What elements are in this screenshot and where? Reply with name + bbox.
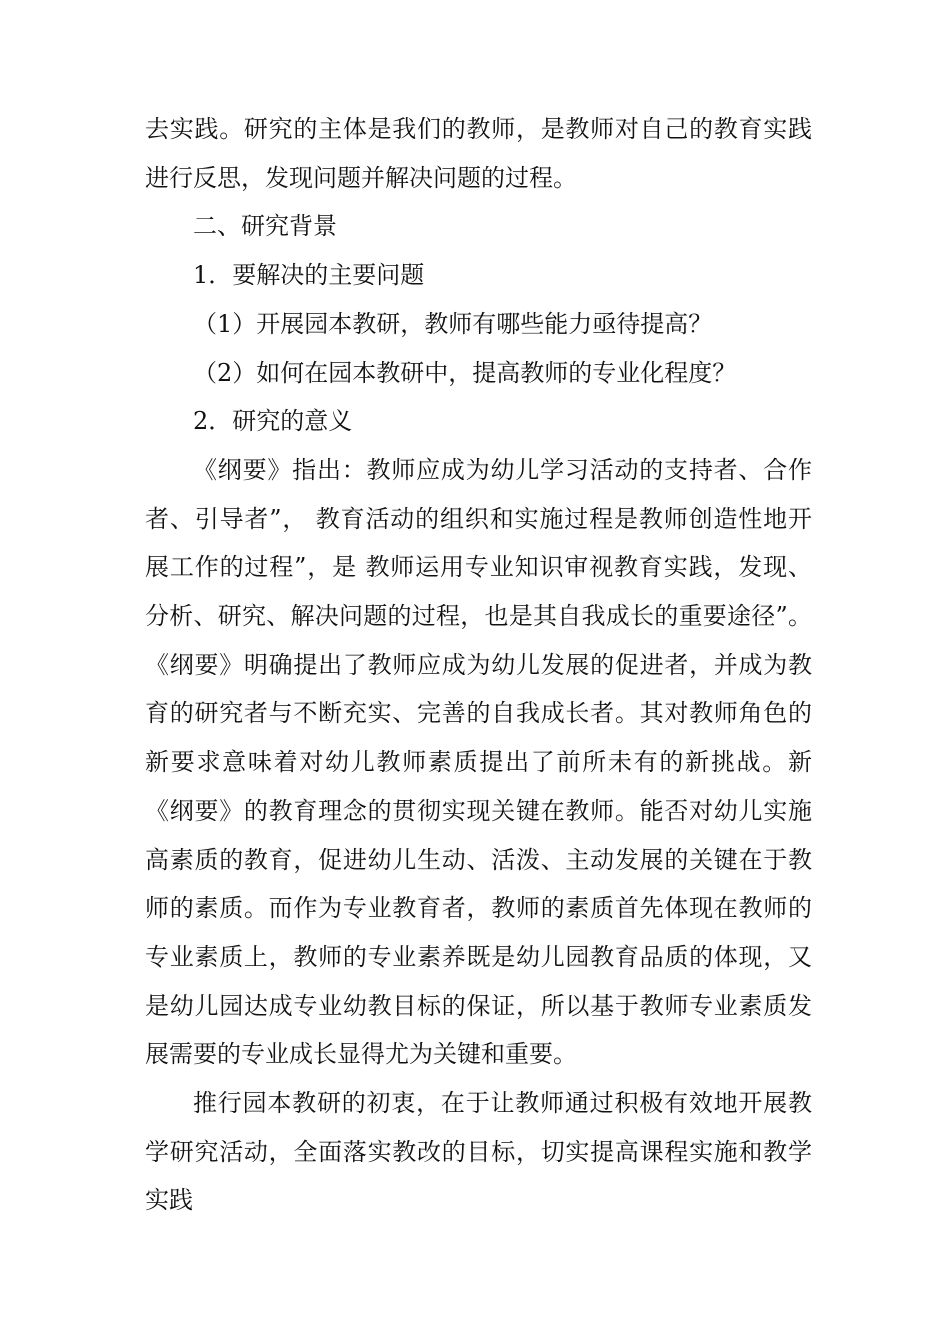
paragraph-guidelines: 《纲要》指出：教师应成为幼儿学习活动的支持者、合作者、引导者”， 教育活动的组织和实施过程是教师创造性地开展工作的过程”，是 教师运用专业知识审视教育实践，发现、分析、研究、解决问题的过程，也是其自我成长的重要途径”。《纲要》明确提出了教师应成为幼儿发展的促进者，并成为教育的研究者与不断充实、完善的自我成长者。其对教师角色的新要求意味着对幼儿教师素质提出了前所未有的新挑战。新《纲要》的教育理念的贯彻实现关键在教师。能否对幼儿实施高素质的教育，促进幼儿生动、活泼、主动发展的关键在于教师的素质。而作为专业教育者，教师的素质首先体现在教师的专业素质上，教师的专业素养既是幼儿园教育品质的体现，又是幼儿园达成专业幼教目标的保证，所以基于教师专业素质发展需要的专业成长显得尤为关键和重要。 (145, 455, 812, 1069)
section-heading-research-background: 二、研究背景 (193, 212, 337, 241)
problem-item-1: （1）开展园本教研，教师有哪些能力亟待提高？ (193, 309, 713, 338)
subsection-heading-significance: 2．研究的意义 (193, 407, 353, 436)
paragraph-continuation: 去实践。研究的主体是我们的教师，是教师对自己的教育实践进行反思，发现问题并解决问题的过程。 (145, 115, 812, 192)
subsection-heading-main-problems: 1．要解决的主要问题 (193, 261, 425, 290)
problem-item-2: （2）如何在园本教研中，提高教师的专业化程度？ (193, 358, 737, 387)
paragraph-school-based-research: 推行园本教研的初衷，在于让教师通过积极有效地开展教学研究活动，全面落实教改的目标，切实提高课程实施和教学实践 (145, 1089, 812, 1215)
